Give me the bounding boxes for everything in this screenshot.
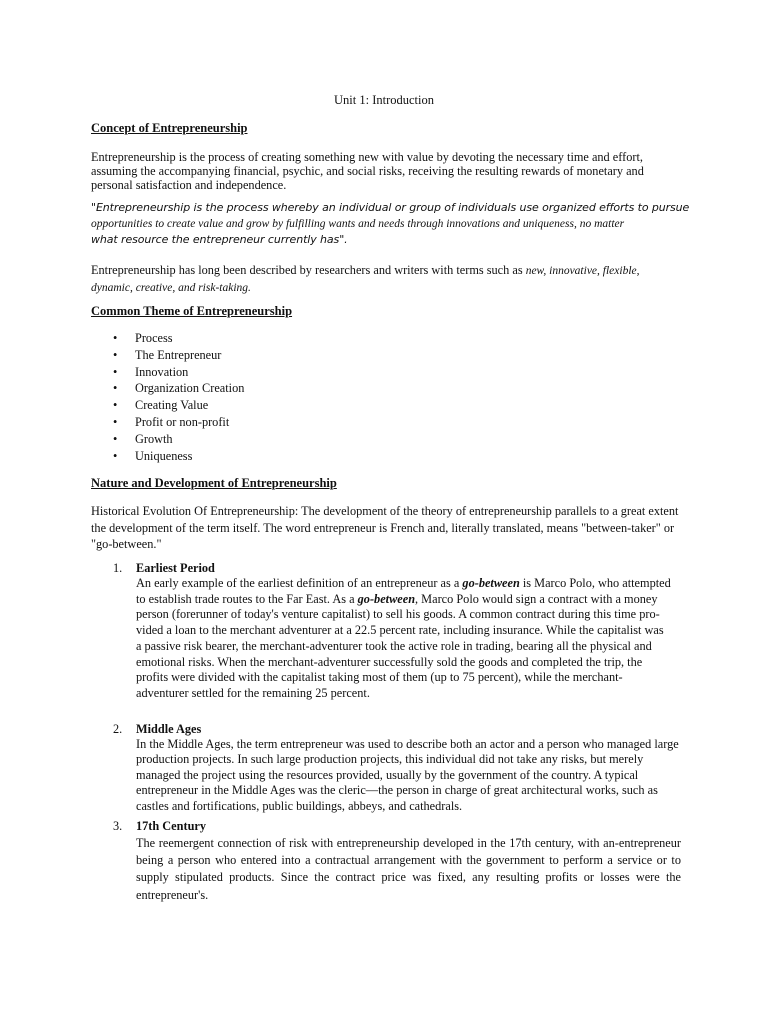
nature-intro-line: "go-between." [91,537,162,551]
list-item: • Process [113,331,173,345]
unit-title: Unit 1: Introduction [334,93,434,107]
quote-line-3: what resource the entrepreneur currently has". [91,233,348,246]
period-number: 3. [113,819,123,833]
bullet-icon: • [113,431,118,446]
bullet-icon: • [113,347,118,362]
heading-concept: Concept of Entrepreneurship [91,121,248,135]
list-item: • Profit or non-profit [113,414,230,429]
bullet-icon: • [113,398,118,413]
described-prefix: Entrepreneurship has long been described by researchers and writers with terms such as [91,263,523,277]
list-item: • Uniqueness [113,448,193,463]
period-title: Earliest Period [136,561,215,575]
list-item: • Creating Value [113,398,209,413]
period-title: Middle Ages [136,722,202,736]
nature-intro-line: the development of the term itself. The word entrepreneur is French and, literally translated, means "between-taker" or [91,520,675,535]
period-body: An early example of the earliest definition of an entrepreneur as a go-between is Marco Polo, who attempted to establish trade routes to the Far East. As a go-between, Marco Polo would sign a contract with a money person (forerunner of today's venture capitalist) to sell his goods. A common contract during this time pro- vided a loan to the merchant adventurer at a 22.5 percent rate, including insurance. While the capitalist was a passive risk bearer, the merchant-adventurer took the active role in trading, bearing all the physical and emotional risks. When the merchant-adventurer successfully sold the goods and completed the trip, the profits were divided with the capitalist taking most of them (up to 75 percent), while the merchant- adventurer settled for the remaining 25 percent. [136,576,671,700]
concept-paragraph: Entrepreneurship is the process of creating something new with value by devoting the necessary time and effort, assuming the accompanying financial, psychic, and social risks, receiving the resulting rewards of monetary and personal satisfaction and independence. [91,150,644,192]
period-body: The reemergent connection of risk with entrepreneurship developed in the 17th century, with an-entrepreneur being a person who entered into a contractual arrangement with the government to perform a service or to supply stipulated products. Since the contract price was fixed, any resulting profits or losses were the entrepreneur's. [136,836,681,902]
period-number: 1. [113,561,123,575]
bullet-icon: • [113,414,118,429]
quote-line-2: opportunities to create value and grow by fulfilling wants and needs through innovations and uniqueness, no matter [91,218,625,230]
heading-nature: Nature and Development of Entrepreneurship [91,476,337,490]
described-terms-2: dynamic, creative, and risk-taking. [91,282,251,294]
theme-list [113,330,244,464]
described-terms-1: new, innovative, flexible, [525,265,640,277]
list-item: • Growth [113,431,173,446]
bullet-icon: • [113,364,118,379]
list-item: • Organization Creation [113,381,245,396]
period-title: 17th Century [136,819,207,833]
concept-quote [91,200,691,248]
quote-line-1: "Entrepreneurship is the process whereby an individual or group of individuals use organized efforts to pursue [91,201,690,214]
bullet-icon: • [113,331,118,345]
period-number: 2. [113,722,123,736]
nature-intro-line: Historical Evolution Of Entrepreneurship: The development of the theory of entrepreneurship parallels to a great extent [91,504,679,518]
period-body: In the Middle Ages, the term entrepreneur was used to describe both an actor and a person who managed large production projects. In such large production projects, this individual did not take any risks, but merely managed the project using the resources provided, usually by the government of the country. A typical entrepreneur in the Middle Ages was the cleric—the person in charge of great architectural works, such as castles and fortifications, public buildings, abbeys, and cathedrals. [136,737,679,813]
nature-intro [91,503,691,553]
term-go-between: go-between [357,591,416,606]
term-go-between: go-between [462,576,520,590]
bullet-icon: • [113,381,118,396]
heading-common-theme: Common Theme of Entrepreneurship [91,304,293,318]
bullet-icon: • [113,448,118,463]
described-paragraph [91,262,691,296]
list-item: • The Entrepreneur [113,347,222,362]
list-item: • Innovation [113,364,189,379]
